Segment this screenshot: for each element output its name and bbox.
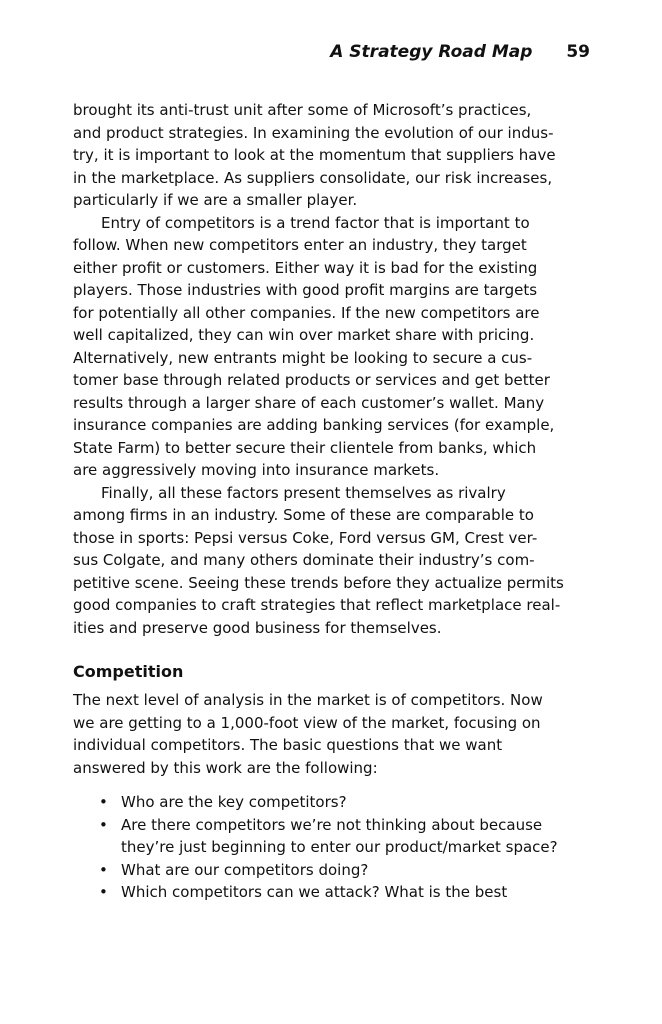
text-line: Finally, all these factors present themselves as rivalry xyxy=(101,483,506,502)
text-line: ities and preserve good business for themselves. xyxy=(73,618,442,637)
text-line: well capitalized, they can win over market share with pricing. xyxy=(73,326,535,344)
list-item-text: Who are the key competitors? xyxy=(121,793,347,811)
list-item xyxy=(90,814,610,859)
paragraph-1 xyxy=(73,99,593,212)
body-text xyxy=(73,99,593,639)
text-line: follow. When new competitors enter an industry, they target xyxy=(73,236,527,254)
text-line: we are getting to a 1,000-foot view of the market, focusing on xyxy=(73,713,541,732)
bullet-icon: • xyxy=(99,860,108,879)
text-line: and product strategies. In examining the evolution of our indus- xyxy=(73,123,554,142)
section-paragraph xyxy=(73,689,593,779)
text-line: results through a larger share of each customer’s wallet. Many xyxy=(73,393,545,412)
text-line: petitive scene. Seeing these trends before they actualize permits xyxy=(73,573,564,592)
list-item-text: they’re just beginning to enter our product/market space? xyxy=(121,838,558,856)
list-item-text: Which competitors can we attack? What is the best xyxy=(121,883,508,901)
text-line: insurance companies are adding banking services (for example, xyxy=(73,416,555,434)
text-line: sus Colgate, and many others dominate their industry’s com- xyxy=(73,551,535,569)
text-line: State Farm) to better secure their clientele from banks, which xyxy=(73,438,537,457)
bullet-icon: • xyxy=(99,793,108,811)
list-item-text: Are there competitors we’re not thinking about because xyxy=(121,815,543,834)
list-item xyxy=(90,791,610,814)
paragraph-3 xyxy=(73,482,593,640)
bullet-icon: • xyxy=(99,883,108,901)
running-head xyxy=(330,41,590,63)
text-line: in the marketplace. As suppliers consolidate, our risk increases, xyxy=(73,168,553,187)
running-head-title: A Strategy Road Map xyxy=(330,42,533,62)
text-line: The next level of analysis in the market is of competitors. Now xyxy=(73,691,543,709)
section-heading: Competition xyxy=(73,662,184,681)
text-line: Alternatively, new entrants might be looking to secure a cus- xyxy=(73,348,533,367)
text-line: try, it is important to look at the momentum that suppliers have xyxy=(73,146,556,164)
bullet-icon: • xyxy=(99,815,108,834)
text-line: players. Those industries with good profit margins are targets xyxy=(73,281,538,299)
text-line: among firms in an industry. Some of these are comparable to xyxy=(73,506,534,524)
text-line: individual competitors. The basic questions that we want xyxy=(73,736,503,754)
text-line: either profit or customers. Either way it is bad for the existing xyxy=(73,258,538,277)
list-item xyxy=(90,859,610,882)
bullet-list xyxy=(90,791,610,904)
text-line: particularly if we are a smaller player. xyxy=(73,191,358,209)
text-line: good companies to craft strategies that reflect marketplace real- xyxy=(73,596,561,614)
text-line: brought its anti-trust unit after some of Microsoft’s practices, xyxy=(73,101,532,119)
text-line: those in sports: Pepsi versus Coke, Ford versus GM, Crest ver- xyxy=(73,528,538,547)
text-line: for potentially all other companies. If the new competitors are xyxy=(73,303,540,322)
text-line: Entry of competitors is a trend factor that is important to xyxy=(101,213,530,232)
paragraph-2 xyxy=(73,212,593,482)
page-number: 59 xyxy=(566,42,590,62)
text-line: tomer base through related products or services and get better xyxy=(73,371,550,389)
list-item-text: What are our competitors doing? xyxy=(121,860,369,879)
text-line: are aggressively moving into insurance markets. xyxy=(73,461,440,479)
text-line: answered by this work are the following: xyxy=(73,758,378,777)
list-item xyxy=(90,881,610,904)
